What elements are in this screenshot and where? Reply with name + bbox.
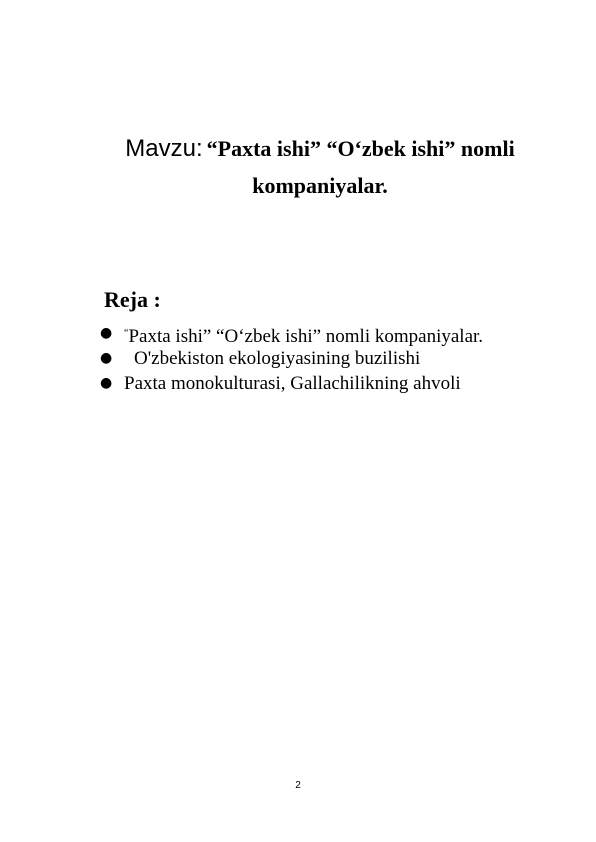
plan-item-label: Paxta monokulturasi, Gallachilikning ahvoli (124, 373, 461, 394)
topic-prefix: Mavzu: (125, 135, 203, 162)
plan-item-label: O'zbekiston ekologiyasining buzilishi (134, 348, 421, 369)
topic-title-line-1 (80, 132, 560, 169)
bullet-icon: ● (100, 375, 113, 391)
plan-item (100, 346, 483, 371)
opening-quote: “ (124, 328, 129, 339)
plan-list (100, 321, 483, 396)
topic-title-line-2: kompaniyalar. (252, 173, 388, 198)
bullet-icon: ● (100, 325, 113, 341)
plan-item-label: Paxta ishi” “O‘zbek ishi” nomli kompaniyalar. (128, 326, 484, 347)
topic-title-text: “Paxta ishi” “O‘zbek ishi” nomli (206, 136, 515, 161)
page-number: 2 (295, 780, 301, 791)
plan-heading: Reja : (104, 287, 161, 312)
plan-item (100, 371, 483, 396)
plan-item-text (124, 321, 483, 349)
plan-item (100, 321, 483, 346)
bullet-icon: ● (100, 350, 113, 366)
topic-title (80, 132, 560, 203)
